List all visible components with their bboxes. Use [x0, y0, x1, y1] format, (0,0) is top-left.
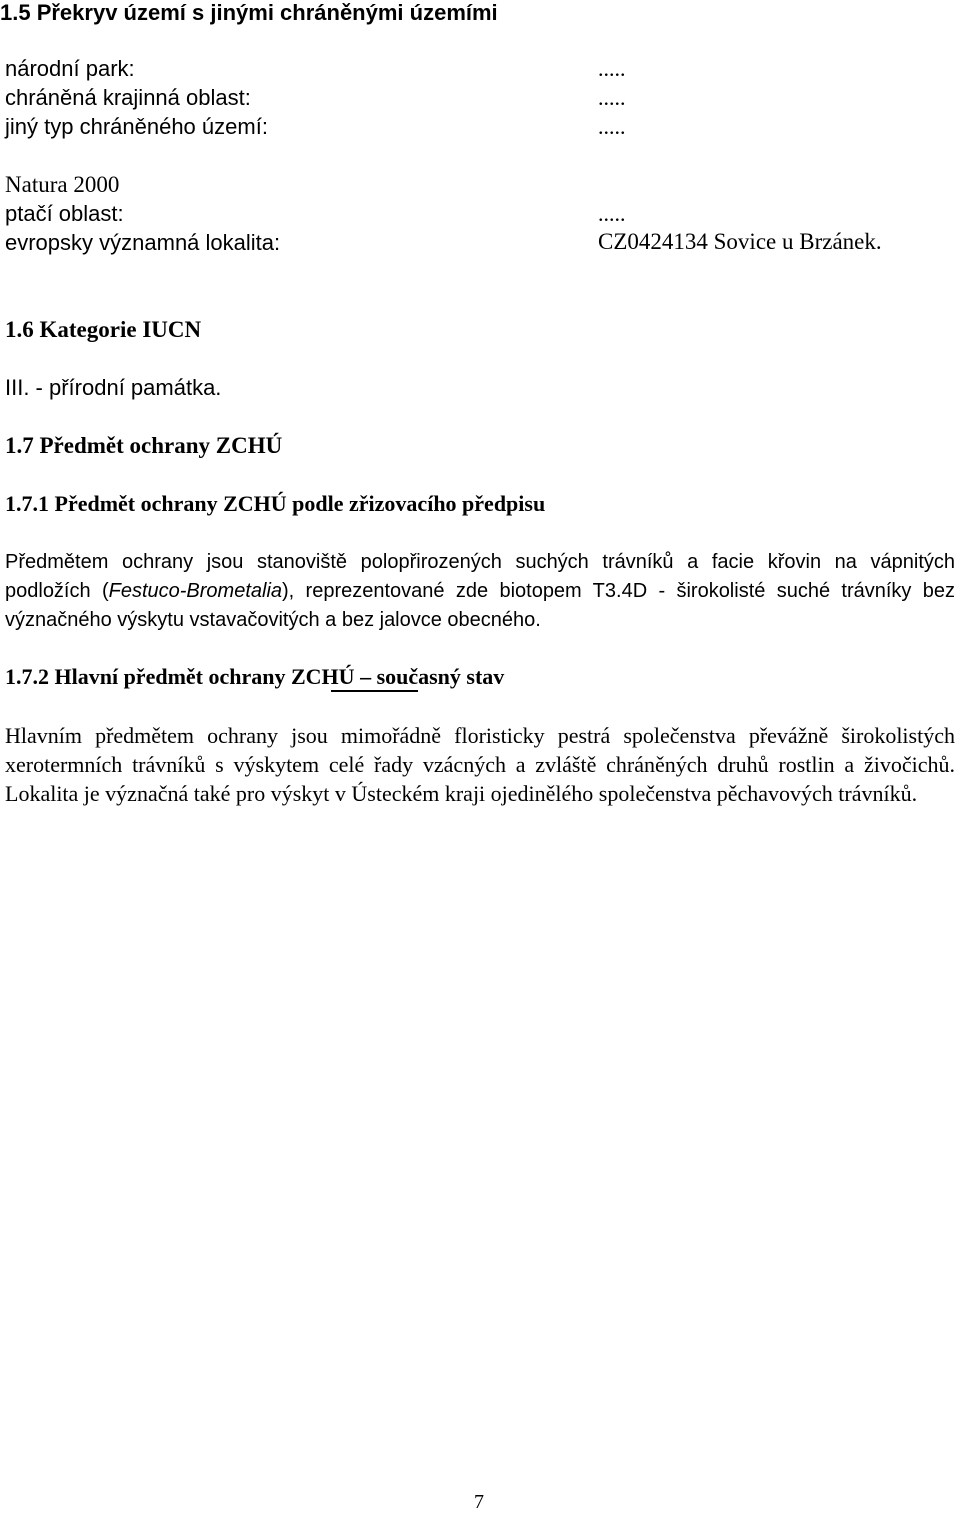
section-1-7-2-heading: [5, 664, 504, 690]
overlap-value-national-park: .....: [598, 56, 626, 81]
section-1-7-2-subtitle: současný stav: [376, 664, 505, 689]
page-number: 7: [474, 1491, 484, 1513]
overlap-value-pla: .....: [598, 85, 626, 110]
section-1-7-1-paragraph: [5, 548, 955, 635]
section-1-5-heading: 1.5 Překryv území s jinými chráněnými územími: [0, 0, 498, 25]
section-1-7-2-paragraph: Hlavním předmětem ochrany jsou mimořádně floristicky pestrá společenstva převážně širokolistých xerotermních trávníků s výskytem celé řady vzácných a zvláště chráněných druhů rostlin a živočichů. Lokalita je význačná také pro výskyt v Ústeckém kraji ojedinělého společenstva pěchavových trávníků.: [5, 723, 955, 806]
section-1-7-heading: 1.7 Předmět ochrany ZCHÚ: [5, 433, 283, 458]
section-1-6-heading: 1.6 Kategorie IUCN: [5, 317, 202, 342]
heading-underline: [331, 690, 418, 692]
overlap-value-other: .....: [598, 114, 626, 139]
natura-value-bird-area: .....: [598, 201, 626, 226]
paragraph-text-end: ), reprezentované zde biotopem T3.4D - širokolisté suché trávníky bez význačného výskytu vstavačovitých a bez jalovce obecného.: [5, 580, 955, 631]
natura-value-sci: CZ0424134 Sovice u Brzánek.: [598, 229, 882, 254]
overlap-label-pla: chráněná krajinná oblast:: [5, 85, 251, 110]
section-1-7-2-title: 1.7.2 Hlavní předmět ochrany ZCHÚ: [5, 664, 355, 689]
paragraph-italic-taxon: Festuco-Brometalia: [108, 580, 283, 602]
section-1-7-1-heading: 1.7.1 Předmět ochrany ZCHÚ podle zřizovacího předpisu: [5, 491, 546, 516]
paragraph-text-start: Předmětem ochrany jsou stanoviště polopřirozených suchých trávníků a facie křovin na vápnitých podložích (: [5, 551, 955, 602]
section-1-7-2-dash: –: [360, 664, 372, 689]
natura-label-sci: evropsky významná lokalita:: [5, 230, 281, 255]
overlap-label-national-park: národní park:: [5, 56, 135, 81]
overlap-label-other: jiný typ chráněného území:: [5, 114, 268, 139]
natura-label-bird-area: ptačí oblast:: [5, 201, 124, 226]
natura-2000-title: Natura 2000: [5, 172, 120, 197]
iucn-category-text: III. - přírodní památka.: [5, 375, 222, 400]
